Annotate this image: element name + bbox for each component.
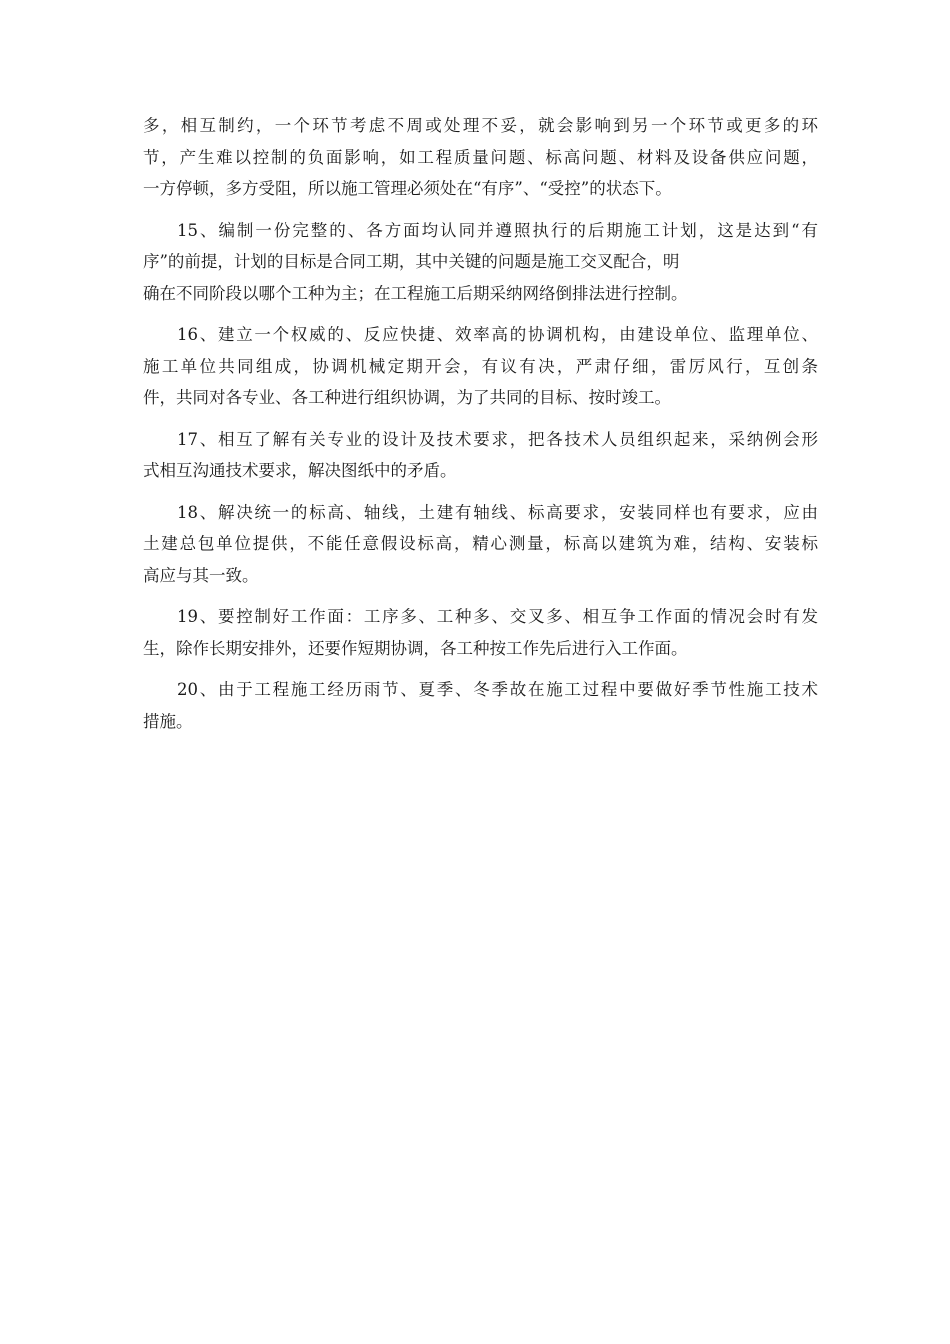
text-line: 16、建立一个权威的、反应快捷、效率高的协调机构，由建设单位、监理单位、 [177,325,818,344]
text-line: 生，除作长期安排外，还要作短期协调，各工种按工作先后进行入工作面。 [143,638,688,658]
text-line: 土建总包单位提供，不能任意假设标高，精心测量，标高以建筑为难，结构、安装标 [143,534,818,553]
paragraph-16 [143,319,818,414]
text-line: 确在不同阶段以哪个工种为主；在工程施工后期采纳网络倒排法进行控制。 [143,283,688,303]
text-line: 19、要控制好工作面：工序多、工种多、交叉多、相互争工作面的情况会时有发 [177,607,818,626]
text-line: 施工单位共同组成，协调机械定期开会，有议有决，严肃仔细，雷厉风行，互创条 [143,356,818,376]
paragraph-19 [143,601,818,664]
text-line: 一方停顿，多方受阻，所以施工管理必须处在“有序”、“受控”的状态下。 [143,179,672,198]
text-line: 序”的前提，计划的目标是合同工期，其中关键的问题是施工交叉配合，明 [143,252,680,271]
text-line: 多，相互制约，一个环节考虑不周或处理不妥，就会影响到另一个环节或更多的环 [143,116,818,135]
text-line: 20、由于工程施工经历雨节、夏季、冬季故在施工过程中要做好季节性施工技术 [177,680,818,699]
text-line: 17、相互了解有关专业的设计及技术要求，把各技术人员组织起来，采纳例会形 [177,429,818,449]
text-line: 式相互沟通技术要求，解决图纸中的矛盾。 [143,461,457,480]
text-line: 节，产生难以控制的负面影响，如工程质量问题、标高问题、材料及设备供应问题， [143,147,818,167]
paragraph-14-continued [143,110,818,205]
text-line: 18、解决统一的标高、轴线，土建有轴线、标高要求，安装同样也有要求，应由 [177,502,818,522]
text-line: 高应与其一致。 [143,565,259,585]
text-line: 措施。 [143,711,193,731]
document-body [143,110,818,747]
text-line: 件，共同对各专业、各工种进行组织协调，为了共同的目标、按时竣工。 [143,388,671,407]
paragraph-20 [143,674,818,737]
paragraph-15 [143,215,818,310]
paragraph-17 [143,424,818,487]
text-line: 15、编制一份完整的、各方面均认同并遵照执行的后期施工计划，这是达到“有 [177,220,818,240]
paragraph-18 [143,497,818,592]
